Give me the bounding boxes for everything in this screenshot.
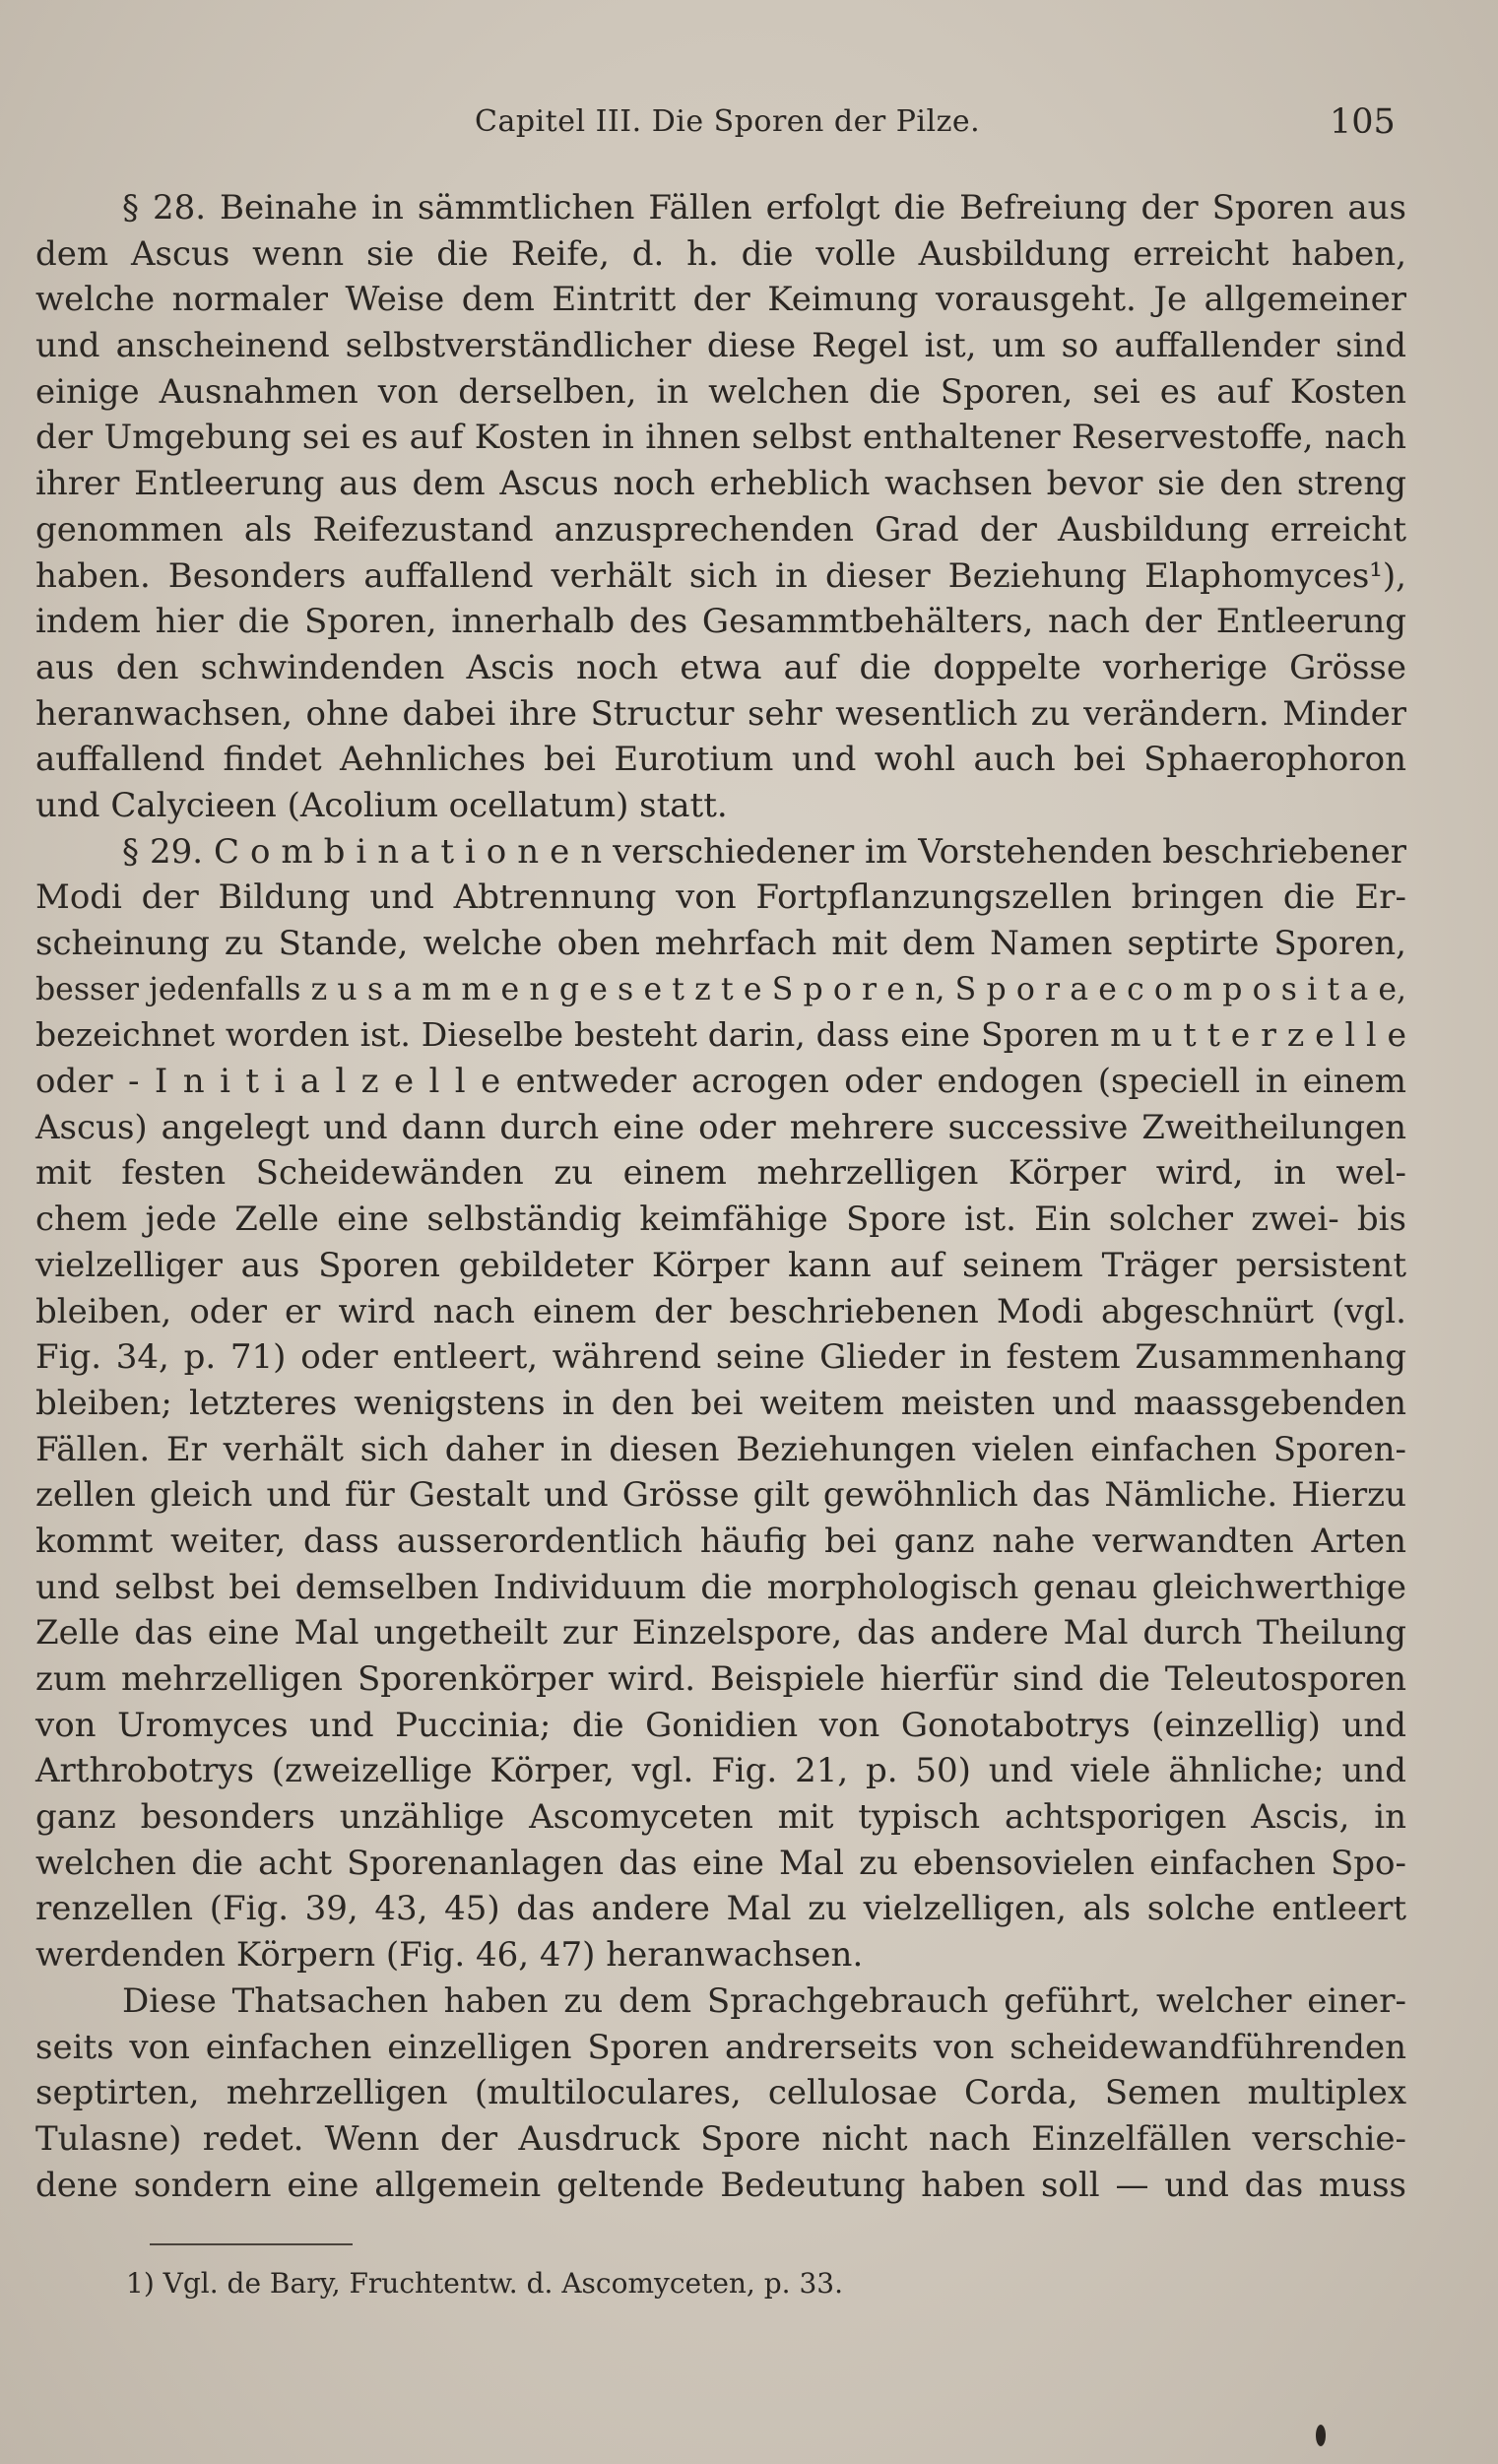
text-line: welche normaler Weise dem Eintritt der Keimung vorausgeht. Je allgemeiner (35, 280, 1406, 320)
text-line: bleiben, oder er wird nach einem der beschriebenen Modi abgeschnürt (vgl. (35, 1291, 1406, 1331)
text-line: Diese Thatsachen haben zu dem Sprachgebrauch geführt, welcher einer- (122, 1980, 1406, 2021)
text-line: § 29. C o m b i n a t i o n e n verschiedener im Vorstehenden beschriebener (122, 831, 1406, 872)
text-line: besser jedenfalls z u s a m m e n g e s e t z t e S p o r e n, S p o r a e c o m p o s i t a e, (35, 971, 1406, 1007)
running-head: Capitel III. Die Sporen der Pilze. (475, 104, 981, 139)
text-line: Tulasne) redet. Wenn der Ausdruck Spore nicht nach Einzelfällen verschie- (35, 2118, 1406, 2159)
text-line: Zelle das eine Mal ungetheilt zur Einzelspore, das andere Mal durch Theilung (35, 1613, 1406, 1653)
text-line: dem Ascus wenn sie die Reife, d. h. die volle Ausbildung erreicht haben, (35, 233, 1406, 274)
text-line: Fig. 34, p. 71) oder entleert, während seine Glieder in festem Zusammenhang (35, 1337, 1406, 1378)
text-line: vielzelliger aus Sporen gebildeter Körper kann auf seinem Träger persistent (35, 1245, 1406, 1285)
text-line: einige Ausnahmen von derselben, in welchen die Sporen, sei es auf Kosten (35, 371, 1406, 412)
text-line: oder - I n i t i a l z e l l e entweder acrogen oder endogen (speciell in einem (35, 1062, 1406, 1102)
text-line: Arthrobotrys (zweizellige Körper, vgl. Fig. 21, p. 50) und viele ähnliche; und (35, 1751, 1406, 1791)
text-line: Ascus) angelegt und dann durch eine oder mehrere successive Zweitheilungen (35, 1107, 1406, 1147)
text-line: chem jede Zelle eine selbständig keimfähige Spore ist. Ein solcher zwei- bis (35, 1200, 1406, 1240)
text-line: seits von einfachen einzelligen Sporen andrerseits von scheidewandführenden (35, 2027, 1406, 2067)
text-line: welchen die acht Sporenanlagen das eine Mal zu ebensovielen einfachen Spo- (35, 1843, 1406, 1883)
footnote-rule (150, 2243, 353, 2245)
body-text (35, 185, 1406, 2208)
page-number: 105 (1330, 102, 1396, 142)
text-line: septirten, mehrzelligen (multiloculares, cellulosae Corda, Semen multiplex (35, 2073, 1406, 2113)
text-line: aus den schwindenden Ascis noch etwa auf die doppelte vorherige Grösse (35, 647, 1406, 687)
text-line: Fällen. Er verhält sich daher in diesen Beziehungen vielen einfachen Sporen- (35, 1429, 1406, 1469)
text-line: heranwachsen, ohne dabei ihre Structur sehr wesentlich zu verändern. Minder (35, 693, 1406, 734)
text-line: ganz besonders unzählige Ascomyceten mit typisch achtsporigen Ascis, in (35, 1797, 1406, 1838)
text-line: indem hier die Sporen, innerhalb des Gesammtbehälters, nach der Entleerung (35, 602, 1406, 642)
text-line: zellen gleich und für Gestalt und Grösse gilt gewöhnlich das Nämliche. Hierzu (35, 1475, 1406, 1516)
text-line: kommt weiter, dass ausserordentlich häufig bei ganz nahe verwandten Arten (35, 1521, 1406, 1561)
text-line: mit festen Scheidewänden zu einem mehrzelligen Körper wird, in wel- (35, 1153, 1406, 1194)
text-line: und anscheinend selbstverständlicher diese Regel ist, um so auffallender sind (35, 326, 1406, 366)
footnote: 1) Vgl. de Bary, Fruchtentw. d. Ascomyceten, p. 33. (126, 2267, 843, 2300)
text-line: Modi der Bildung und Abtrennung von Fortpflanzungszellen bringen die Er- (35, 877, 1406, 918)
text-line: der Umgebung sei es auf Kosten in ihnen selbst enthaltener Reservestoffe, nach (35, 418, 1406, 458)
text-line: auffallend findet Aehnliches bei Eurotium und wohl auch bei Sphaerophoron (35, 740, 1406, 780)
text-line: genommen als Reifezustand anzusprechenden Grad der Ausbildung erreicht (35, 509, 1406, 550)
text-line: werdenden Körpern (Fig. 46, 47) heranwachsen. (35, 1935, 864, 1976)
text-line: bleiben; letzteres wenigstens in den bei weitem meisten und maassgebenden (35, 1383, 1406, 1423)
text-line: scheinung zu Stande, welche oben mehrfach mit dem Namen septirte Sporen, (35, 924, 1406, 963)
page-header (0, 104, 1498, 154)
text-line: zum mehrzelligen Sporenkörper wird. Beispiele hierfür sind die Teleutosporen (35, 1659, 1406, 1699)
text-line: bezeichnet worden ist. Dieselbe besteht darin, dass eine Sporen m u t t e r z e l l e (35, 1015, 1406, 1055)
text-line: von Uromyces und Puccinia; die Gonidien von Gonotabotrys (einzellig) und (35, 1705, 1406, 1745)
text-line: ihrer Entleerung aus dem Ascus noch erheblich wachsen bevor sie den streng (35, 464, 1406, 504)
ink-spot (1316, 2425, 1326, 2446)
text-line: und Calycieen (Acolium ocellatum) statt. (35, 785, 728, 825)
text-line: renzellen (Fig. 39, 43, 45) das andere Mal zu vielzelligen, als solche entleert (35, 1889, 1406, 1929)
text-line: und selbst bei demselben Individuum die morphologisch genau gleichwerthige (35, 1567, 1406, 1607)
text-line: haben. Besonders auffallend verhält sich in dieser Beziehung Elaphomyces¹), (35, 555, 1406, 596)
text-line: § 28. Beinahe in sämmtlichen Fällen erfolgt die Befreiung der Sporen aus (122, 188, 1406, 227)
text-line: dene sondern eine allgemein geltende Bedeutung haben soll — und das muss (35, 2165, 1406, 2205)
